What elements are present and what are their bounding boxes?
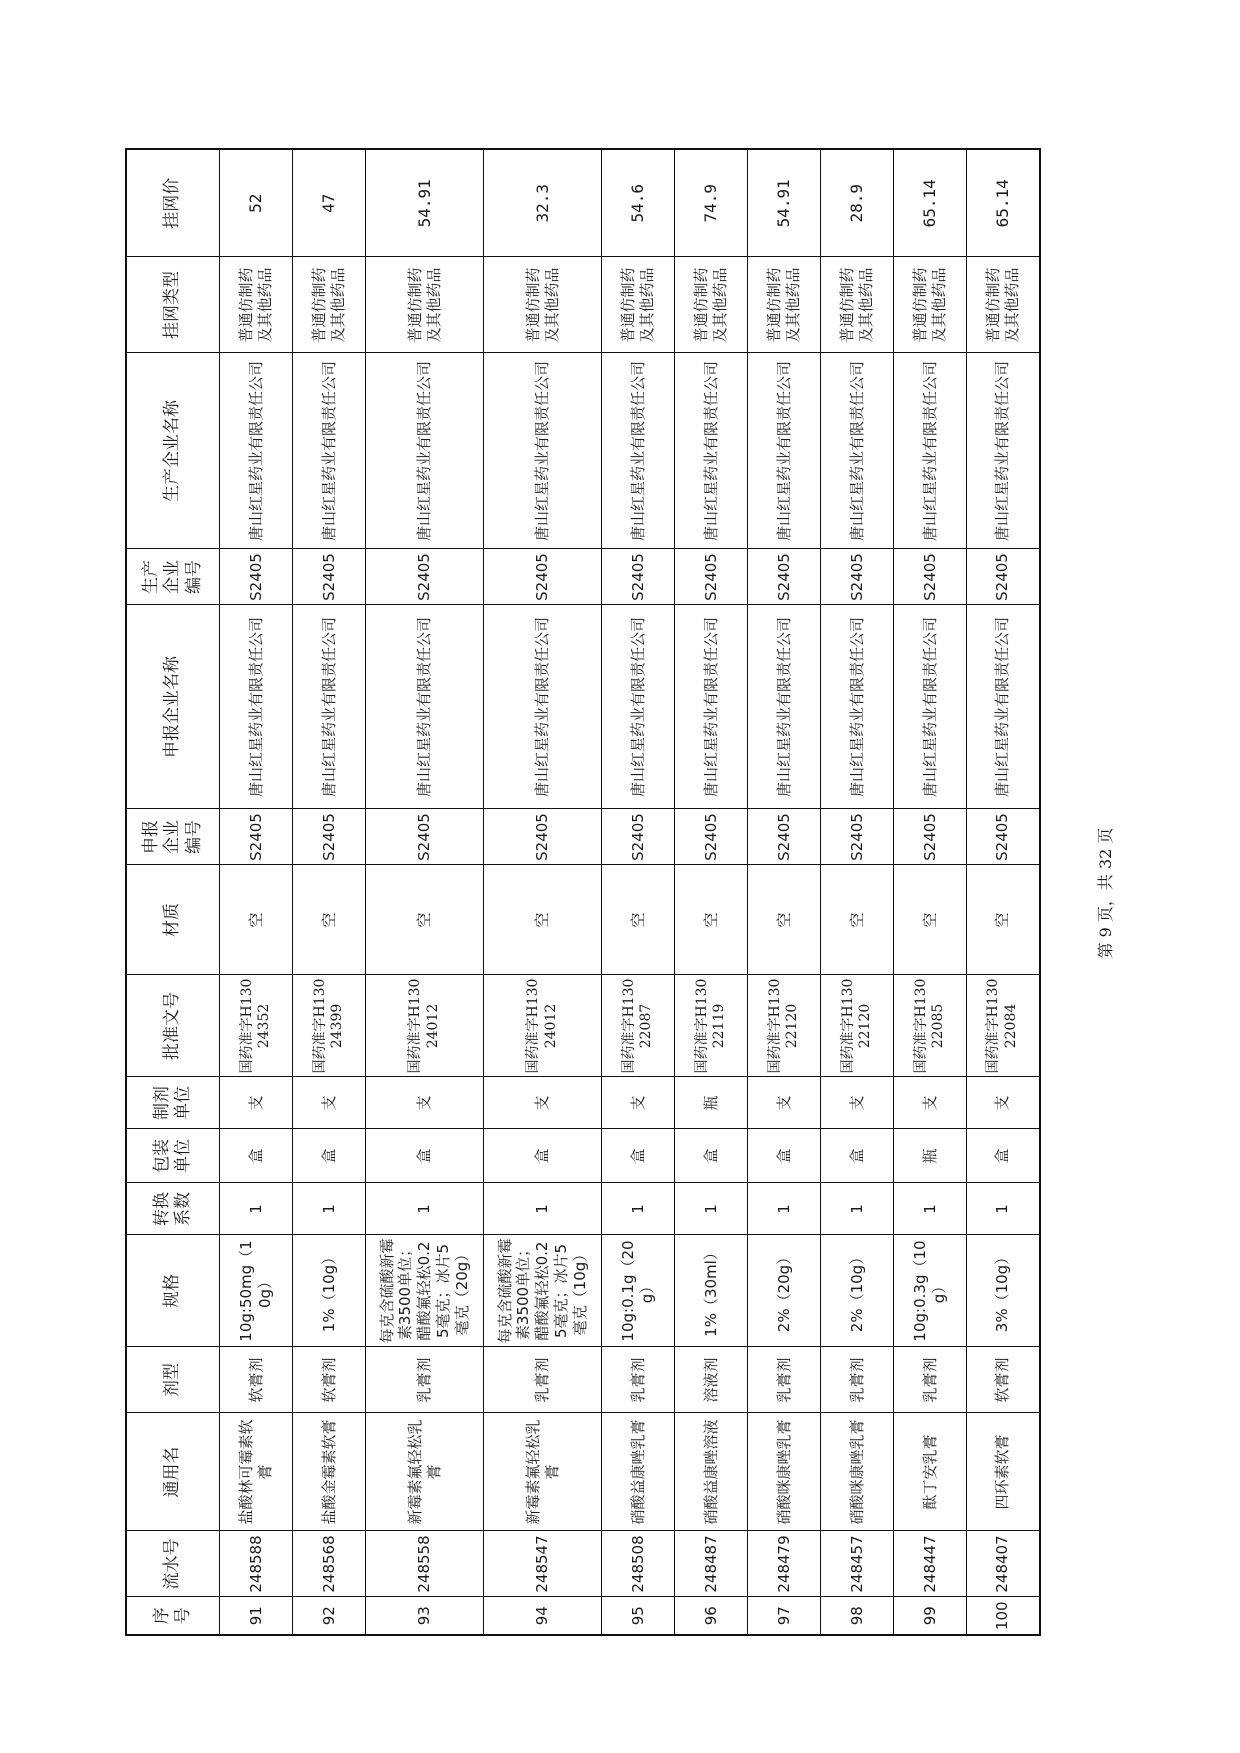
serial-cell: 92 bbox=[293, 1597, 366, 1635]
generic-name-cell: 新霉素氟轻松乳膏 bbox=[366, 1413, 484, 1531]
listing-type-cell: 普通仿制药及其他药品 bbox=[220, 257, 293, 353]
material-cell: 空 bbox=[675, 865, 748, 975]
dosage-form-cell: 溶液剂 bbox=[675, 1347, 748, 1413]
header-cell: 生产企业名称 bbox=[126, 353, 220, 549]
manufacturer-name-cell: 唐山红星药业有限责任公司 bbox=[821, 353, 894, 549]
serial-cell: 96 bbox=[675, 1597, 748, 1635]
generic-name-cell: 四环素软膏 bbox=[967, 1413, 1040, 1531]
preparation-unit-cell: 支 bbox=[748, 1077, 821, 1129]
approval-number-cell: 国药准字H13022119 bbox=[675, 975, 748, 1077]
specification-cell: 2%（10g） bbox=[821, 1235, 894, 1347]
serial-cell: 97 bbox=[748, 1597, 821, 1635]
applicant-code-cell: S2405 bbox=[748, 809, 821, 865]
manufacturer-code-cell: S2405 bbox=[894, 549, 967, 605]
listing-price-cell: 54.91 bbox=[366, 149, 484, 257]
preparation-unit-cell: 支 bbox=[821, 1077, 894, 1129]
header-cell: 序号 bbox=[126, 1597, 220, 1635]
material-cell: 空 bbox=[748, 865, 821, 975]
table-row bbox=[821, 149, 894, 1635]
manufacturer-name-cell: 唐山红星药业有限责任公司 bbox=[220, 353, 293, 549]
package-unit-cell: 盒 bbox=[484, 1129, 602, 1183]
dosage-form-cell: 软膏剂 bbox=[967, 1347, 1040, 1413]
flow-number-cell: 248508 bbox=[602, 1531, 675, 1597]
conversion-factor-cell: 1 bbox=[484, 1183, 602, 1235]
flow-number-cell: 248487 bbox=[675, 1531, 748, 1597]
applicant-name-cell: 唐山红星药业有限责任公司 bbox=[220, 605, 293, 809]
table-row bbox=[293, 149, 366, 1635]
manufacturer-name-cell: 唐山红星药业有限责任公司 bbox=[602, 353, 675, 549]
listing-type-cell: 普通仿制药及其他药品 bbox=[675, 257, 748, 353]
table-row bbox=[967, 149, 1040, 1635]
applicant-name-cell: 唐山红星药业有限责任公司 bbox=[602, 605, 675, 809]
manufacturer-name-cell: 唐山红星药业有限责任公司 bbox=[894, 353, 967, 549]
approval-number-cell: 国药准字H13024012 bbox=[366, 975, 484, 1077]
flow-number-cell: 248457 bbox=[821, 1531, 894, 1597]
listing-price-cell: 28.9 bbox=[821, 149, 894, 257]
flow-number-cell: 248407 bbox=[967, 1531, 1040, 1597]
approval-number-cell: 国药准字H13022120 bbox=[821, 975, 894, 1077]
listing-type-cell: 普通仿制药及其他药品 bbox=[293, 257, 366, 353]
manufacturer-code-cell: S2405 bbox=[602, 549, 675, 605]
applicant-name-cell: 唐山红星药业有限责任公司 bbox=[484, 605, 602, 809]
specification-cell: 3%（10g） bbox=[967, 1235, 1040, 1347]
manufacturer-name-cell: 唐山红星药业有限责任公司 bbox=[366, 353, 484, 549]
serial-cell: 93 bbox=[366, 1597, 484, 1635]
listing-price-cell: 54.6 bbox=[602, 149, 675, 257]
package-unit-cell: 盒 bbox=[967, 1129, 1040, 1183]
material-cell: 空 bbox=[220, 865, 293, 975]
table-row bbox=[366, 149, 484, 1635]
flow-number-cell: 248568 bbox=[293, 1531, 366, 1597]
package-unit-cell: 盒 bbox=[748, 1129, 821, 1183]
preparation-unit-cell: 支 bbox=[484, 1077, 602, 1129]
package-unit-cell: 盒 bbox=[293, 1129, 366, 1183]
specification-cell: 10g:50mg（10g） bbox=[220, 1235, 293, 1347]
material-cell: 空 bbox=[602, 865, 675, 975]
serial-cell: 100 bbox=[967, 1597, 1040, 1635]
listing-type-cell: 普通仿制药及其他药品 bbox=[748, 257, 821, 353]
header-cell: 生产企业编号 bbox=[126, 549, 220, 605]
header-cell: 制剂单位 bbox=[126, 1077, 220, 1129]
approval-number-cell: 国药准字H13022087 bbox=[602, 975, 675, 1077]
approval-number-cell: 国药准字H13022084 bbox=[967, 975, 1040, 1077]
generic-name-cell: 硝酸益康唑乳膏 bbox=[602, 1413, 675, 1531]
applicant-code-cell: S2405 bbox=[675, 809, 748, 865]
material-cell: 空 bbox=[894, 865, 967, 975]
specification-cell: 2%（20g） bbox=[748, 1235, 821, 1347]
applicant-name-cell: 唐山红星药业有限责任公司 bbox=[748, 605, 821, 809]
package-unit-cell: 瓶 bbox=[894, 1129, 967, 1183]
manufacturer-name-cell: 唐山红星药业有限责任公司 bbox=[484, 353, 602, 549]
conversion-factor-cell: 1 bbox=[220, 1183, 293, 1235]
serial-cell: 91 bbox=[220, 1597, 293, 1635]
header-cell: 剂型 bbox=[126, 1347, 220, 1413]
header-cell: 转换系数 bbox=[126, 1183, 220, 1235]
applicant-code-cell: S2405 bbox=[602, 809, 675, 865]
approval-number-cell: 国药准字H13024012 bbox=[484, 975, 602, 1077]
package-unit-cell: 盒 bbox=[821, 1129, 894, 1183]
preparation-unit-cell: 瓶 bbox=[675, 1077, 748, 1129]
header-cell: 通用名 bbox=[126, 1413, 220, 1531]
flow-number-cell: 248547 bbox=[484, 1531, 602, 1597]
listing-price-cell: 65.14 bbox=[894, 149, 967, 257]
generic-name-cell: 硝酸益康唑溶液 bbox=[675, 1413, 748, 1531]
package-unit-cell: 盒 bbox=[602, 1129, 675, 1183]
applicant-code-cell: S2405 bbox=[967, 809, 1040, 865]
applicant-code-cell: S2405 bbox=[366, 809, 484, 865]
table-header-row bbox=[126, 149, 220, 1635]
conversion-factor-cell: 1 bbox=[967, 1183, 1040, 1235]
package-unit-cell: 盒 bbox=[220, 1129, 293, 1183]
approval-number-cell: 国药准字H13024399 bbox=[293, 975, 366, 1077]
conversion-factor-cell: 1 bbox=[894, 1183, 967, 1235]
manufacturer-code-cell: S2405 bbox=[484, 549, 602, 605]
header-cell: 流水号 bbox=[126, 1531, 220, 1597]
manufacturer-name-cell: 唐山红星药业有限责任公司 bbox=[293, 353, 366, 549]
applicant-name-cell: 唐山红星药业有限责任公司 bbox=[967, 605, 1040, 809]
flow-number-cell: 248588 bbox=[220, 1531, 293, 1597]
flow-number-cell: 248447 bbox=[894, 1531, 967, 1597]
listing-price-cell: 52 bbox=[220, 149, 293, 257]
generic-name-cell: 硝酸咪康唑乳膏 bbox=[748, 1413, 821, 1531]
manufacturer-name-cell: 唐山红星药业有限责任公司 bbox=[967, 353, 1040, 549]
generic-name-cell: 新霉素氟轻松乳膏 bbox=[484, 1413, 602, 1531]
serial-cell: 95 bbox=[602, 1597, 675, 1635]
applicant-name-cell: 唐山红星药业有限责任公司 bbox=[366, 605, 484, 809]
package-unit-cell: 盒 bbox=[366, 1129, 484, 1183]
generic-name-cell: 盐酸林可霉素软膏 bbox=[220, 1413, 293, 1531]
generic-name-cell: 盐酸金霉素软膏 bbox=[293, 1413, 366, 1531]
material-cell: 空 bbox=[366, 865, 484, 975]
table-row bbox=[220, 149, 293, 1635]
applicant-code-cell: S2405 bbox=[894, 809, 967, 865]
dosage-form-cell: 软膏剂 bbox=[220, 1347, 293, 1413]
applicant-code-cell: S2405 bbox=[220, 809, 293, 865]
manufacturer-code-cell: S2405 bbox=[675, 549, 748, 605]
dosage-form-cell: 乳膏剂 bbox=[894, 1347, 967, 1413]
preparation-unit-cell: 支 bbox=[894, 1077, 967, 1129]
conversion-factor-cell: 1 bbox=[366, 1183, 484, 1235]
flow-number-cell: 248558 bbox=[366, 1531, 484, 1597]
rotated-page bbox=[125, 150, 1115, 1636]
conversion-factor-cell: 1 bbox=[675, 1183, 748, 1235]
applicant-name-cell: 唐山红星药业有限责任公司 bbox=[293, 605, 366, 809]
material-cell: 空 bbox=[293, 865, 366, 975]
drug-price-table bbox=[125, 148, 1041, 1636]
listing-type-cell: 普通仿制药及其他药品 bbox=[602, 257, 675, 353]
dosage-form-cell: 乳膏剂 bbox=[484, 1347, 602, 1413]
specification-cell: 每克含硫酸新霉素3500单位；醋酸氟轻松0.25毫克；冰片5毫克（10g） bbox=[484, 1235, 602, 1347]
listing-price-cell: 47 bbox=[293, 149, 366, 257]
listing-type-cell: 普通仿制药及其他药品 bbox=[894, 257, 967, 353]
applicant-name-cell: 唐山红星药业有限责任公司 bbox=[675, 605, 748, 809]
specification-cell: 10g:0.3g（10g） bbox=[894, 1235, 967, 1347]
header-cell: 申报企业编号 bbox=[126, 809, 220, 865]
specification-cell: 1%（30ml） bbox=[675, 1235, 748, 1347]
specification-cell: 每克含硫酸新霉素3500单位；醋酸氟轻松0.25毫克；冰片5毫克（20g） bbox=[366, 1235, 484, 1347]
manufacturer-code-cell: S2405 bbox=[366, 549, 484, 605]
manufacturer-code-cell: S2405 bbox=[220, 549, 293, 605]
listing-type-cell: 普通仿制药及其他药品 bbox=[967, 257, 1040, 353]
package-unit-cell: 盒 bbox=[675, 1129, 748, 1183]
manufacturer-code-cell: S2405 bbox=[293, 549, 366, 605]
header-cell: 挂网价 bbox=[126, 149, 220, 257]
table-row bbox=[484, 149, 602, 1635]
page-number-footer: 第 9 页，共 32 页 bbox=[1096, 827, 1115, 959]
preparation-unit-cell: 支 bbox=[366, 1077, 484, 1129]
manufacturer-code-cell: S2405 bbox=[967, 549, 1040, 605]
manufacturer-code-cell: S2405 bbox=[821, 549, 894, 605]
serial-cell: 99 bbox=[894, 1597, 967, 1635]
generic-name-cell: 硝酸咪康唑乳膏 bbox=[821, 1413, 894, 1531]
header-cell: 材质 bbox=[126, 865, 220, 975]
approval-number-cell: 国药准字H13022085 bbox=[894, 975, 967, 1077]
dosage-form-cell: 乳膏剂 bbox=[602, 1347, 675, 1413]
header-cell: 规格 bbox=[126, 1235, 220, 1347]
specification-cell: 10g:0.1g（20g） bbox=[602, 1235, 675, 1347]
applicant-name-cell: 唐山红星药业有限责任公司 bbox=[821, 605, 894, 809]
listing-type-cell: 普通仿制药及其他药品 bbox=[366, 257, 484, 353]
listing-type-cell: 普通仿制药及其他药品 bbox=[484, 257, 602, 353]
applicant-name-cell: 唐山红星药业有限责任公司 bbox=[894, 605, 967, 809]
preparation-unit-cell: 支 bbox=[220, 1077, 293, 1129]
conversion-factor-cell: 1 bbox=[748, 1183, 821, 1235]
applicant-code-cell: S2405 bbox=[821, 809, 894, 865]
approval-number-cell: 国药准字H13022120 bbox=[748, 975, 821, 1077]
header-cell: 挂网类型 bbox=[126, 257, 220, 353]
applicant-code-cell: S2405 bbox=[484, 809, 602, 865]
applicant-code-cell: S2405 bbox=[293, 809, 366, 865]
flow-number-cell: 248479 bbox=[748, 1531, 821, 1597]
table-row bbox=[675, 149, 748, 1635]
serial-cell: 94 bbox=[484, 1597, 602, 1635]
material-cell: 空 bbox=[484, 865, 602, 975]
generic-name-cell: 酞丁安乳膏 bbox=[894, 1413, 967, 1531]
material-cell: 空 bbox=[967, 865, 1040, 975]
approval-number-cell: 国药准字H13024352 bbox=[220, 975, 293, 1077]
specification-cell: 1%（10g） bbox=[293, 1235, 366, 1347]
dosage-form-cell: 乳膏剂 bbox=[821, 1347, 894, 1413]
listing-price-cell: 54.91 bbox=[748, 149, 821, 257]
conversion-factor-cell: 1 bbox=[821, 1183, 894, 1235]
manufacturer-code-cell: S2405 bbox=[748, 549, 821, 605]
dosage-form-cell: 软膏剂 bbox=[293, 1347, 366, 1413]
serial-cell: 98 bbox=[821, 1597, 894, 1635]
listing-type-cell: 普通仿制药及其他药品 bbox=[821, 257, 894, 353]
manufacturer-name-cell: 唐山红星药业有限责任公司 bbox=[675, 353, 748, 549]
header-cell: 批准文号 bbox=[126, 975, 220, 1077]
dosage-form-cell: 乳膏剂 bbox=[748, 1347, 821, 1413]
table-row bbox=[602, 149, 675, 1635]
dosage-form-cell: 乳膏剂 bbox=[366, 1347, 484, 1413]
listing-price-cell: 74.9 bbox=[675, 149, 748, 257]
conversion-factor-cell: 1 bbox=[293, 1183, 366, 1235]
manufacturer-name-cell: 唐山红星药业有限责任公司 bbox=[748, 353, 821, 549]
listing-price-cell: 32.3 bbox=[484, 149, 602, 257]
table-row bbox=[894, 149, 967, 1635]
table-row bbox=[748, 149, 821, 1635]
header-cell: 包装单位 bbox=[126, 1129, 220, 1183]
conversion-factor-cell: 1 bbox=[602, 1183, 675, 1235]
listing-price-cell: 65.14 bbox=[967, 149, 1040, 257]
preparation-unit-cell: 支 bbox=[967, 1077, 1040, 1129]
material-cell: 空 bbox=[821, 865, 894, 975]
preparation-unit-cell: 支 bbox=[293, 1077, 366, 1129]
header-cell: 申报企业名称 bbox=[126, 605, 220, 809]
preparation-unit-cell: 支 bbox=[602, 1077, 675, 1129]
